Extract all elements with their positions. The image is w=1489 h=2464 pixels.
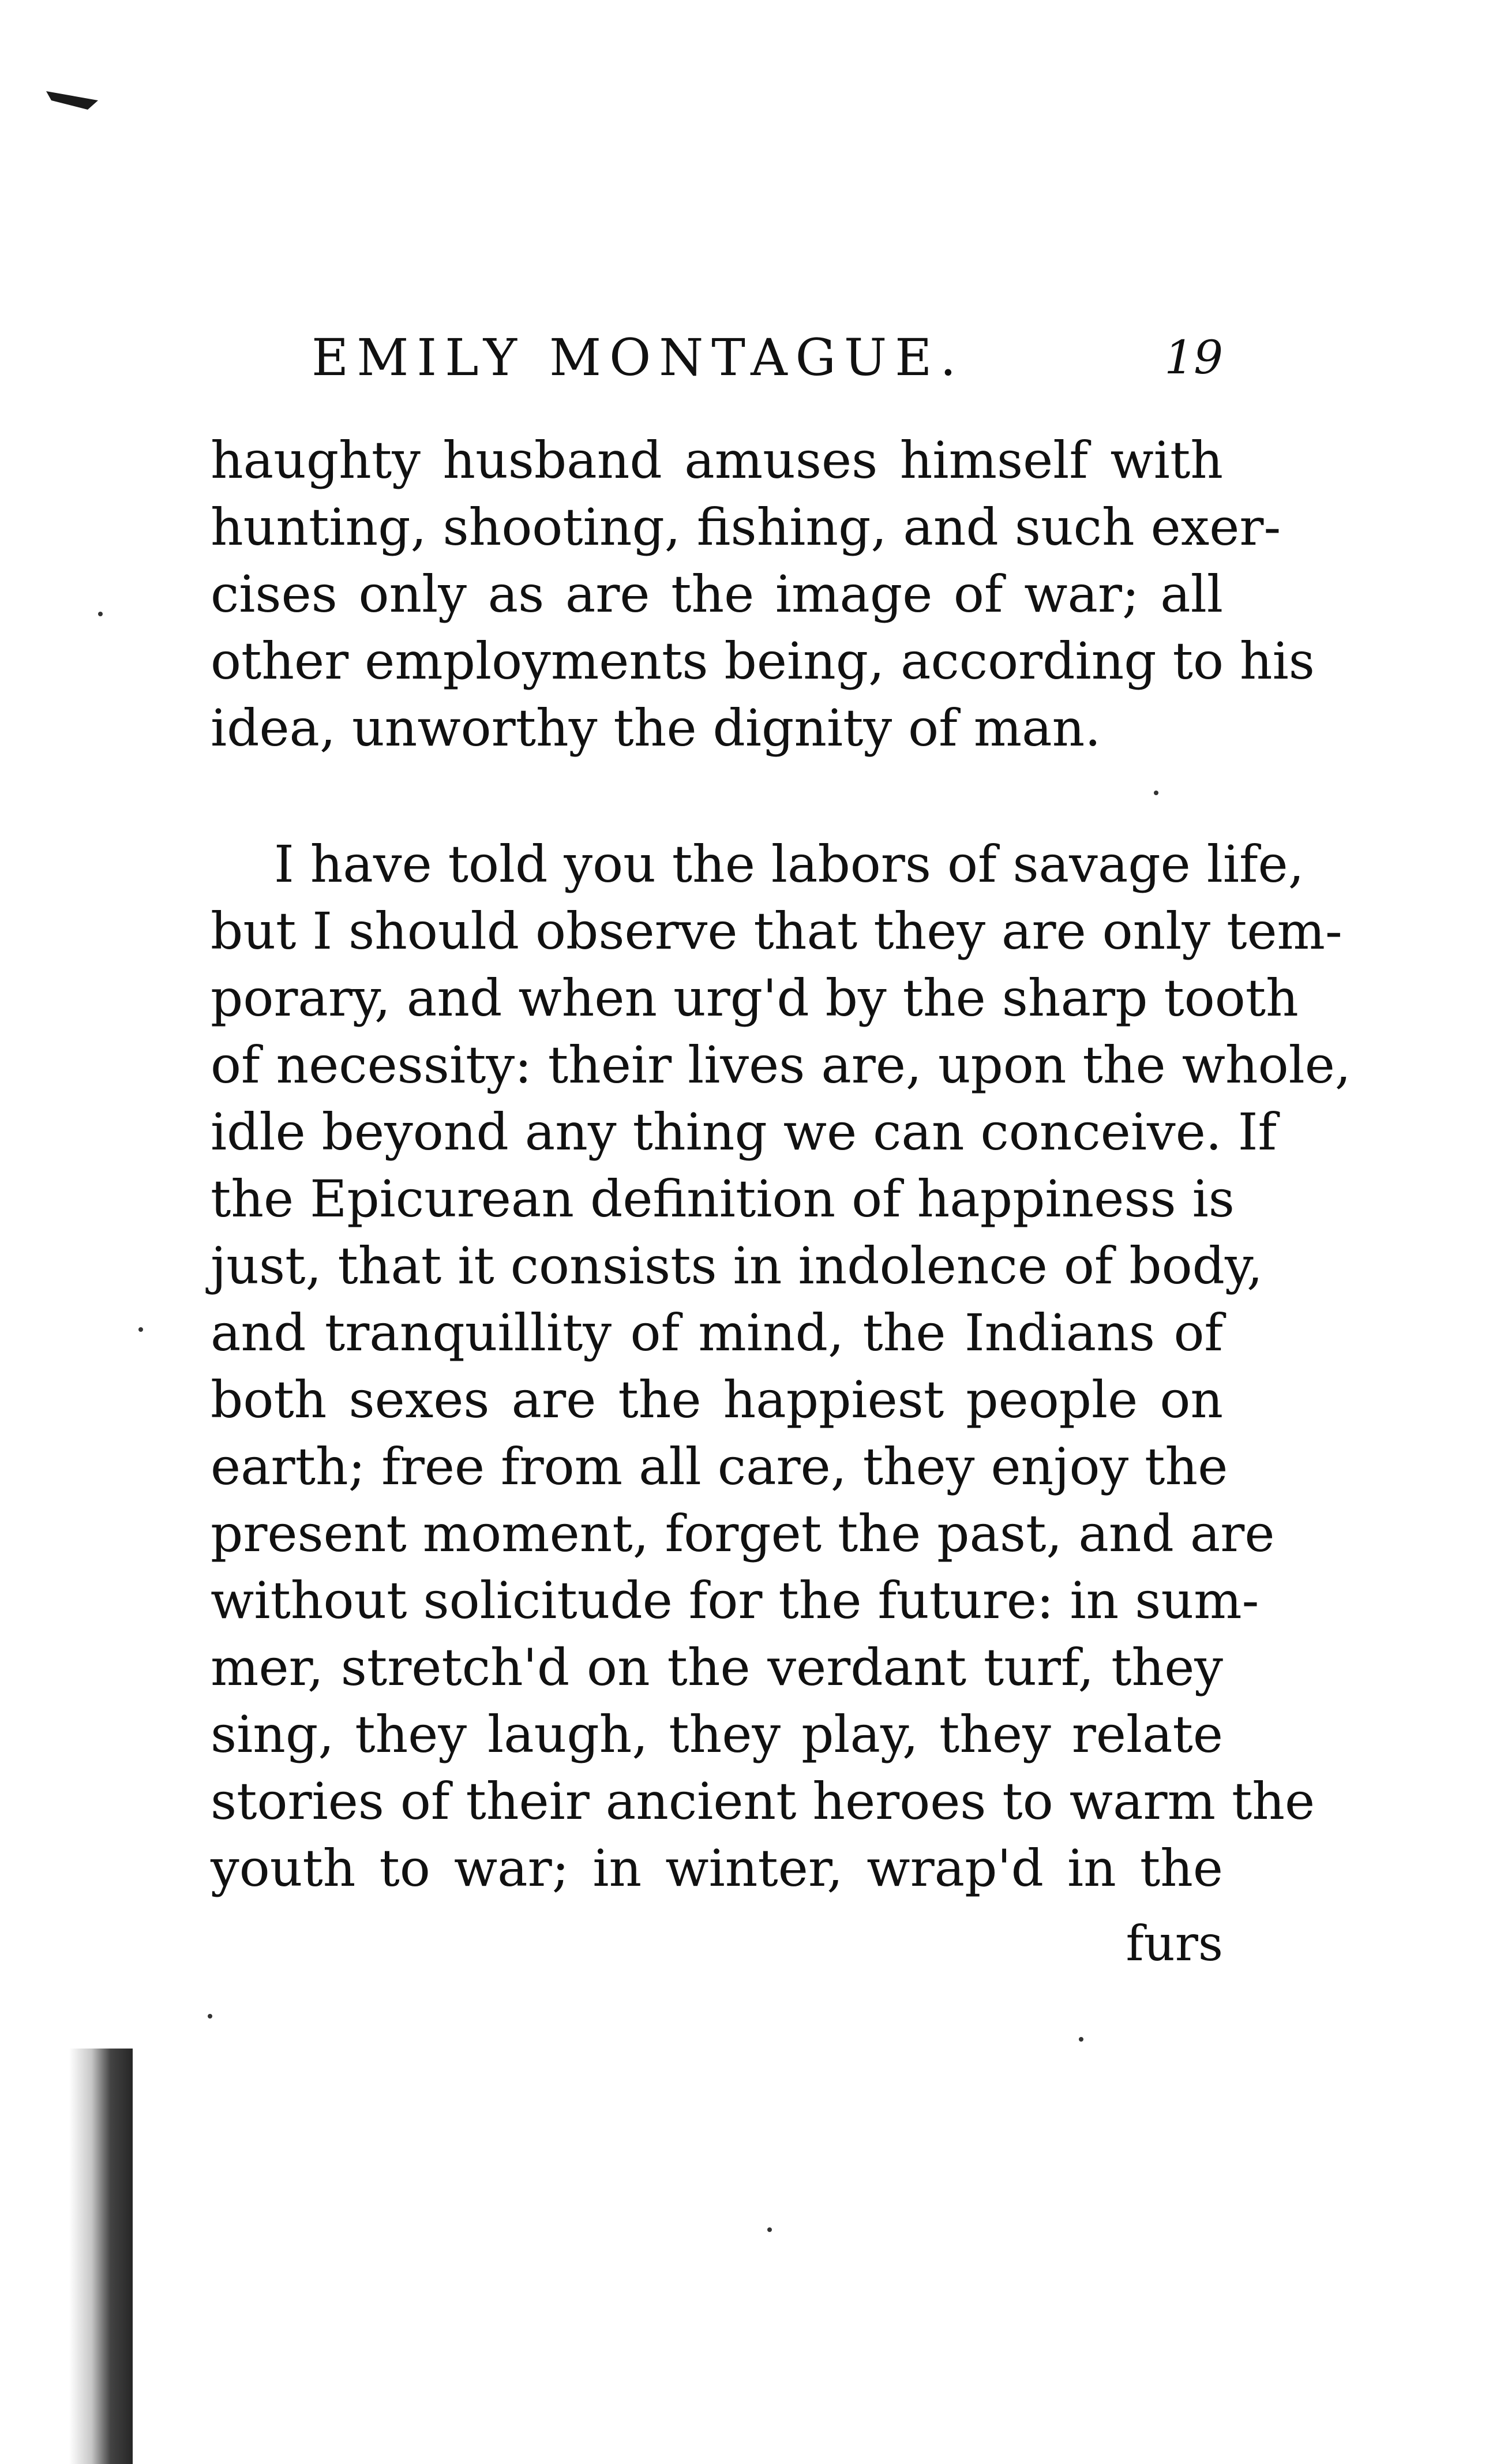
speck [208,2014,212,2019]
speck [98,612,103,616]
text-line: the Epicurean definition of happiness is [211,1169,1235,1229]
text-line: porary, and when urg'd by the sharp tooth [211,968,1299,1028]
speck [138,1327,143,1332]
text-line: earth; free from all care, they enjoy the [211,1437,1228,1496]
text-line: mer, stretch'd on the verdant turf, they [211,1638,1223,1697]
text-line: youth to war; in winter, wrap'd in the [211,1838,1223,1898]
text-line: just, that it consists in indolence of body, [211,1236,1263,1295]
binding-shadow [69,2049,133,2464]
ink-blot [46,87,98,110]
paragraph-2 [211,831,1351,1902]
text-line: and tranquillity of mind, the Indians of [211,1303,1223,1362]
text-line: other employments being, according to his [211,631,1315,691]
page-number: 19 [1164,331,1223,384]
page-header [312,323,1223,392]
speck [1079,2037,1083,2042]
speck [1154,791,1158,795]
text-line: idea, unworthy the dignity of man. [211,698,1101,758]
text-line: stories of their ancient heroes to warm the [211,1772,1315,1831]
text-line: idle beyond any thing we can conceive. If [211,1102,1277,1162]
catchword: furs [1126,1915,1223,1972]
text-line: without solicitude for the future: in sum- [211,1571,1259,1630]
paragraph-1 [211,427,1315,762]
text-line: present moment, forget the past, and are [211,1504,1275,1563]
text-line: both sexes are the happiest people on [211,1370,1223,1429]
text-line: of necessity: their lives are, upon the whole, [211,1035,1351,1095]
text-line: but I should observe that they are only tem- [211,901,1342,961]
speck [767,2227,772,2232]
running-title: EMILY MONTAGUE. [312,328,965,387]
text-line: cises only as are the image of war; all [211,564,1223,624]
text-line: I have told you the labors of savage life, [274,834,1304,894]
text-line: haughty husband amuses himself with [211,430,1223,490]
text-line: hunting, shooting, fishing, and such exer- [211,497,1281,557]
text-line: sing, they laugh, they play, they relate [211,1705,1223,1764]
